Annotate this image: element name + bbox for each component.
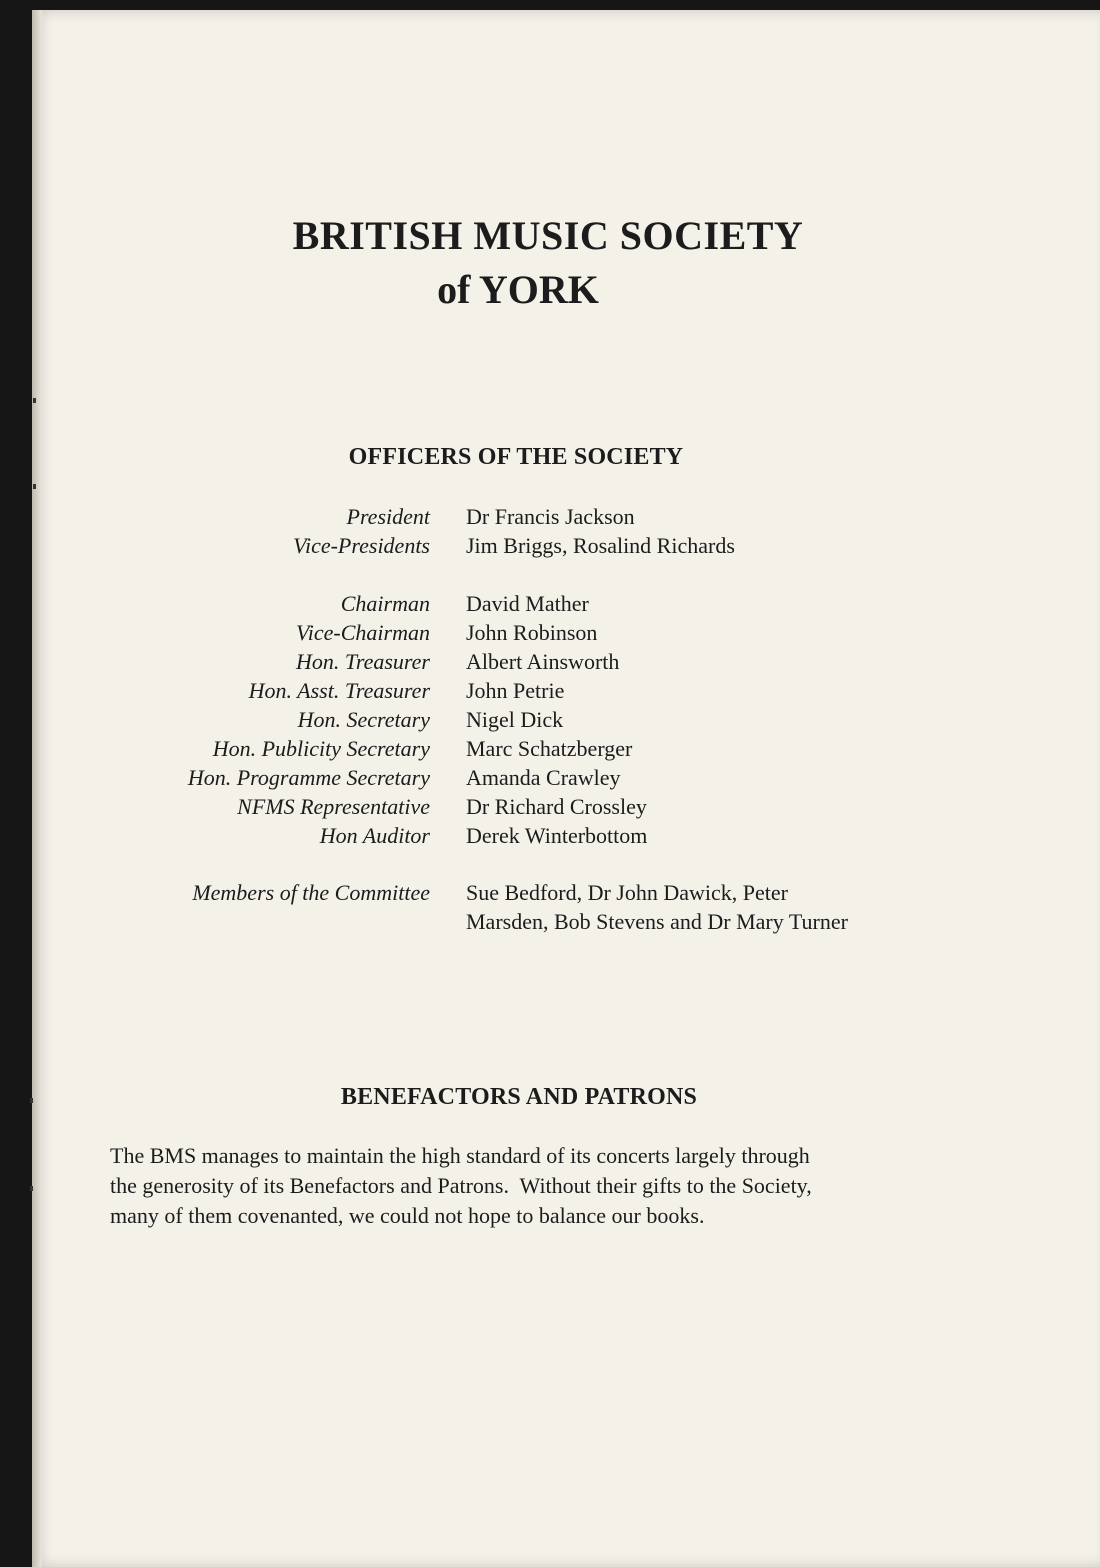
officers-roles-group1	[120, 502, 430, 560]
binding-mark	[30, 1186, 33, 1191]
paragraph-line: the generosity of its Benefactors and Patrons. Without their gifts to the Society,	[110, 1173, 812, 1198]
officer-role: NFMS Representative	[237, 794, 430, 819]
officer-role: Hon. Publicity Secretary	[212, 736, 430, 761]
binding-mark	[33, 398, 36, 403]
committee-role: Members of the Committee	[192, 880, 430, 905]
committee-role-column	[120, 878, 430, 907]
officers-roles-group2	[120, 589, 430, 850]
officer-name: Nigel Dick	[466, 707, 564, 732]
officer-role: Hon. Programme Secretary	[187, 765, 430, 790]
officers-heading: OFFICERS OF THE SOCIETY	[348, 444, 684, 470]
officer-name: Albert Ainsworth	[466, 649, 620, 674]
committee-names-line: Sue Bedford, Dr John Dawick, Peter	[466, 880, 788, 905]
officer-name: David Mather	[466, 591, 589, 616]
document-title-line2: of YORK	[437, 267, 599, 312]
paragraph-line: The BMS manages to maintain the high standard of its concerts largely through	[110, 1143, 810, 1168]
officers-names-group1	[466, 502, 926, 560]
officer-name: Derek Winterbottom	[466, 823, 648, 848]
officer-role: Hon. Secretary	[297, 707, 430, 732]
binding-mark	[33, 484, 36, 489]
committee-names	[466, 878, 926, 936]
officer-role: Hon. Asst. Treasurer	[248, 678, 430, 703]
officer-name: John Robinson	[466, 620, 598, 645]
officer-role: Vice-Chairman	[295, 620, 430, 645]
officer-role: Hon Auditor	[319, 823, 430, 848]
officer-name: Dr Francis Jackson	[466, 504, 635, 529]
officer-name: Jim Briggs, Rosalind Richards	[466, 533, 735, 558]
officer-name: Dr Richard Crossley	[466, 794, 647, 819]
officer-role: Hon. Treasurer	[295, 649, 430, 674]
committee-names-line: Marsden, Bob Stevens and Dr Mary Turner	[466, 909, 848, 934]
officer-name: Marc Schatzberger	[466, 736, 633, 761]
officers-names-group2	[466, 589, 926, 850]
officer-name: John Petrie	[466, 678, 565, 703]
benefactors-heading: BENEFACTORS AND PATRONS	[340, 1084, 698, 1110]
officer-role: Chairman	[340, 591, 430, 616]
benefactors-paragraph	[110, 1141, 930, 1231]
officer-name: Amanda Crawley	[466, 765, 621, 790]
officer-role: President	[346, 504, 430, 529]
document-title-line1: BRITISH MUSIC SOCIETY	[292, 213, 804, 258]
paragraph-line: many of them covenanted, we could not hope to balance our books.	[110, 1203, 705, 1228]
officer-role: Vice-Presidents	[293, 533, 430, 558]
